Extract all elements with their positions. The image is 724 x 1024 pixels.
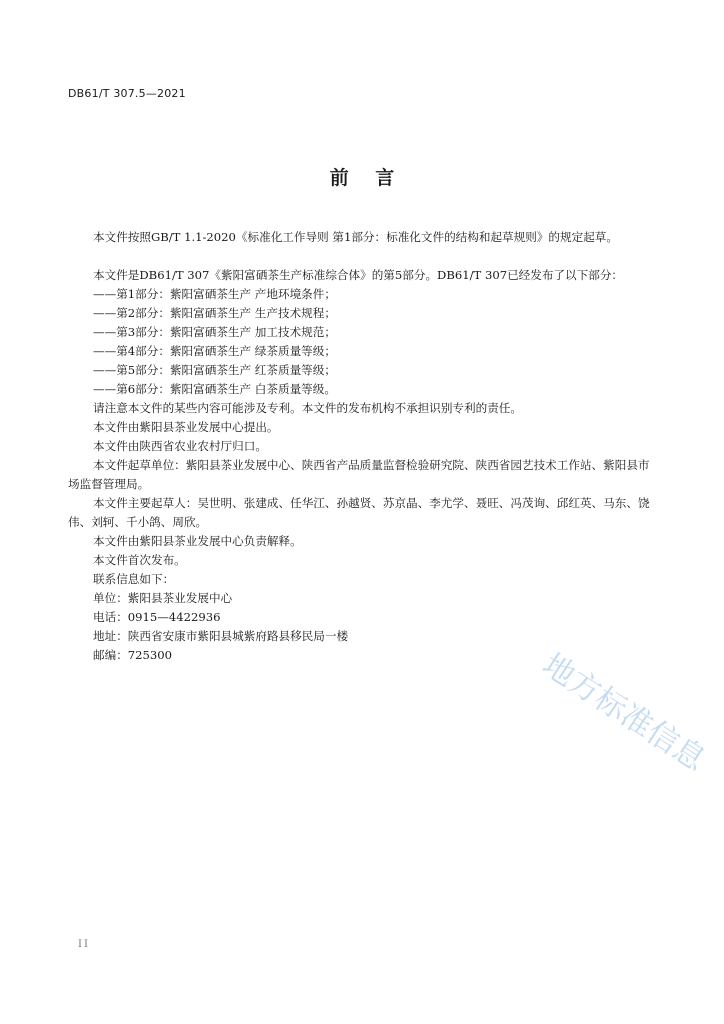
- contact-phone: 电话：0915—4422936: [93, 610, 221, 624]
- contact-unit: 单位：紫阳县茶业发展中心: [93, 591, 233, 605]
- paragraph-centralized-unit: 本文件由陕西省农业农村厅归口。: [93, 439, 267, 453]
- document-code: DB61/T 307.5—2021: [68, 87, 186, 100]
- paragraph-drafting-units: 本文件起草单位：紫阳县茶业发展中心、陕西省产品质量监督检验研究院、陕西省园艺技术工作站、紫阳县市场监督管理局。: [68, 458, 650, 491]
- paragraph-first-release: 本文件首次发布。: [93, 553, 186, 567]
- contact-address: 地址：陕西省安康市紫阳县城紫府路县移民局一楼: [93, 629, 349, 643]
- paragraph-drafting-rules: 本文件按照GB/T 1.1-2020《标准化工作导则 第1部分：标准化文件的结构和起草规则》的规定起草。: [93, 230, 618, 244]
- contact-heading: 联系信息如下：: [93, 572, 175, 586]
- list-item-part-1: ——第1部分：紫阳富硒茶生产 产地环境条件；: [93, 287, 336, 301]
- contact-postcode: 邮编：725300: [93, 648, 173, 662]
- watermark: 地方标准信息: [536, 646, 712, 779]
- paragraph-proposer: 本文件由紫阳县茶业发展中心提出。: [93, 420, 279, 434]
- paragraph-drafters: 本文件主要起草人：吴世明、张建成、任华江、孙越贤、苏京晶、李尤学、聂旺、冯茂询、邱红英、马东、饶伟、刘轲、千小鸽、周欣。: [68, 496, 650, 529]
- list-item-part-6: ——第6部分：紫阳富硒茶生产 白茶质量等级。: [93, 382, 336, 396]
- paragraph-interpretation: 本文件由紫阳县茶业发展中心负责解释。: [93, 534, 302, 548]
- paragraph-series-intro: 本文件是DB61/T 307《紫阳富硒茶生产标准综合体》的第5部分。DB61/T 307已经发布了以下部分：: [93, 268, 624, 282]
- list-item-part-2: ——第2部分：紫阳富硒茶生产 生产技术规程；: [93, 306, 336, 320]
- list-item-part-3: ——第3部分：紫阳富硒茶生产 加工技术规范；: [93, 325, 336, 339]
- list-item-part-4: ——第4部分：紫阳富硒茶生产 绿茶质量等级；: [93, 344, 336, 358]
- page-title: 前 言: [329, 167, 395, 189]
- paragraph-patent-notice: 请注意本文件的某些内容可能涉及专利。本文件的发布机构不承担识别专利的责任。: [93, 401, 522, 415]
- list-item-part-5: ——第5部分：紫阳富硒茶生产 红茶质量等级；: [93, 363, 336, 377]
- page-number: II: [78, 939, 90, 950]
